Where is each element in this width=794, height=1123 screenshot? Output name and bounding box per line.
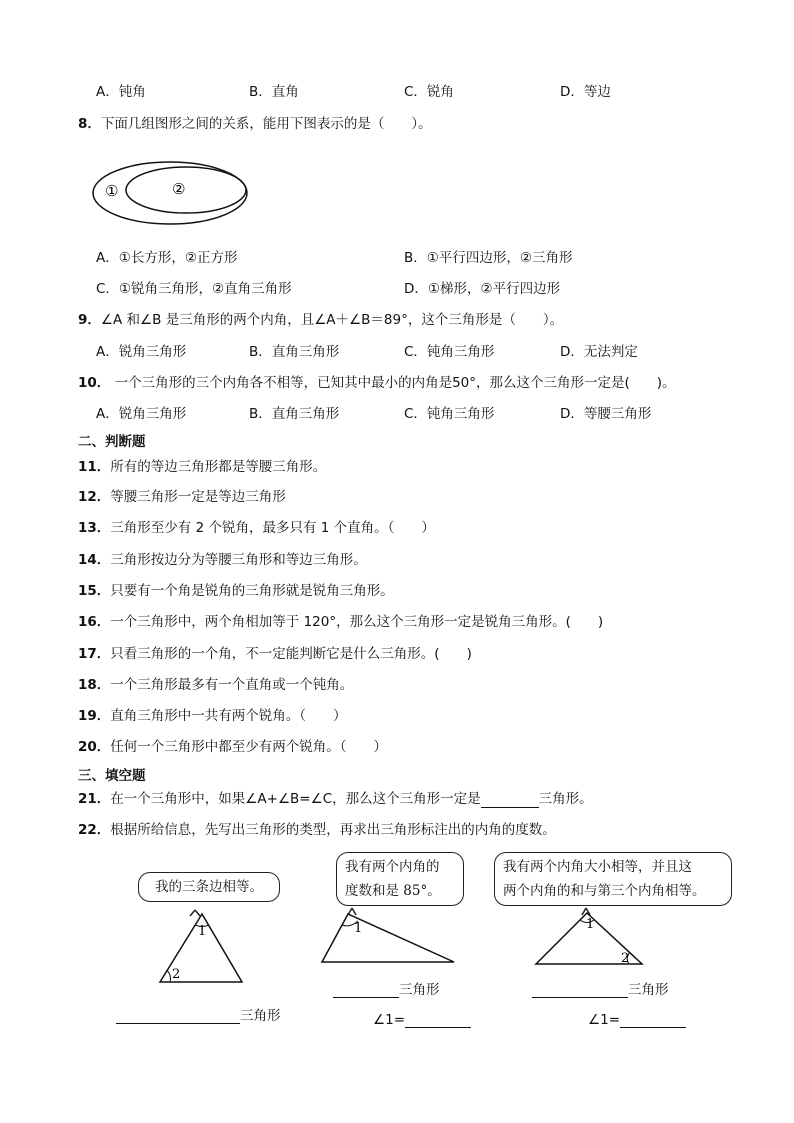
question-text: 任何一个三角形中都至少有两个锐角。（ ） bbox=[110, 739, 388, 755]
q8-option-b: B．①平行四边形，②三角形 bbox=[404, 250, 573, 266]
question-number: 18． bbox=[78, 677, 111, 693]
bubble-text-line: 我有两个内角的 bbox=[345, 859, 440, 875]
q11-question bbox=[78, 458, 326, 476]
q8-question bbox=[78, 115, 432, 133]
q15-question bbox=[78, 582, 394, 600]
answer-suffix: 三角形 bbox=[628, 982, 669, 998]
outer-label: ① bbox=[105, 182, 119, 200]
q8-option-c: C．①锐角三角形，②直角三角形 bbox=[96, 281, 292, 297]
equilateral-triangle-figure bbox=[150, 906, 250, 986]
question-text: 一个三角形最多有一个直角或一个钝角。 bbox=[110, 677, 354, 693]
question-number: 14． bbox=[78, 552, 111, 568]
figure-3-angle-answer bbox=[588, 1012, 686, 1028]
speech-bubble-2 bbox=[336, 852, 464, 906]
question-number: 9． bbox=[78, 312, 101, 328]
q13-question bbox=[78, 519, 435, 537]
question-number: 13． bbox=[78, 520, 111, 536]
angle-label-1: 1 bbox=[354, 921, 363, 936]
q10-option-a: A．锐角三角形 bbox=[96, 406, 187, 422]
question-number: 17． bbox=[78, 646, 111, 662]
bubble-pointer bbox=[190, 910, 200, 916]
q20-question bbox=[78, 738, 387, 756]
question-text: ∠A 和∠B 是三角形的两个内角，且∠A＋∠B＝89°，这个三角形是（ ）。 bbox=[100, 312, 564, 328]
speech-bubble-1 bbox=[138, 872, 280, 902]
q12-question bbox=[78, 488, 286, 506]
question-number: 19． bbox=[78, 708, 111, 724]
question-number: 10． bbox=[78, 375, 111, 391]
q9-option-c: C．钝角三角形 bbox=[404, 344, 495, 360]
question-text: 一个三角形中，两个角相加等于 120°，那么这个三角形一定是锐角三角形。( ) bbox=[110, 614, 604, 630]
question-number: 16． bbox=[78, 614, 111, 630]
bubble-text-line: 度数和是 85°。 bbox=[345, 883, 441, 899]
q21-question bbox=[78, 790, 593, 808]
q8-option-d: D．①梯形，②平行四边形 bbox=[404, 281, 561, 297]
q10-option-b: B．直角三角形 bbox=[249, 406, 340, 422]
question-number: 12． bbox=[78, 489, 111, 505]
isosceles-right-triangle-figure bbox=[530, 906, 650, 968]
question-text: 根据所给信息，先写出三角形的类型，再求出三角形标注出的内角的度数。 bbox=[110, 822, 556, 838]
answer-blank[interactable] bbox=[333, 983, 399, 998]
question-number: 20． bbox=[78, 739, 111, 755]
question-number: 8． bbox=[78, 116, 101, 132]
question-number: 21． bbox=[78, 791, 111, 807]
answer-suffix: 三角形 bbox=[399, 982, 440, 998]
figure-2-type-answer bbox=[333, 978, 440, 998]
angle-label-2: 2 bbox=[621, 951, 630, 966]
obtuse-triangle-figure bbox=[318, 904, 458, 966]
q19-question bbox=[78, 707, 347, 725]
question-text: 等腰三角形一定是等边三角形 bbox=[110, 489, 286, 505]
answer-blank[interactable] bbox=[116, 1009, 240, 1024]
answer-blank[interactable] bbox=[532, 983, 628, 998]
bubble-text: 我的三条边相等。 bbox=[155, 879, 263, 895]
answer-blank[interactable] bbox=[620, 1013, 686, 1028]
nested-ellipse-diagram bbox=[92, 160, 252, 230]
q9-question bbox=[78, 311, 563, 329]
section-heading-judge: 二、判断题 bbox=[78, 434, 146, 450]
angle-label-2: 2 bbox=[172, 967, 181, 982]
q9-option-d: D．无法判定 bbox=[560, 344, 638, 360]
inner-ellipse bbox=[126, 167, 246, 213]
angle-2-arc bbox=[167, 970, 171, 982]
figure-2-angle-answer bbox=[373, 1012, 471, 1028]
q7-option-b: B．直角 bbox=[249, 84, 299, 100]
question-number: 11． bbox=[78, 459, 111, 475]
q7-option-d: D．等边 bbox=[560, 84, 611, 100]
q8-option-a: A．①长方形，②正方形 bbox=[96, 250, 238, 266]
question-text: 直角三角形中一共有两个锐角。（ ） bbox=[110, 708, 347, 724]
question-text: 只要有一个角是锐角的三角形就是锐角三角形。 bbox=[110, 583, 394, 599]
question-text-suffix: 三角形。 bbox=[538, 791, 593, 807]
angle-answer-label: ∠1= bbox=[588, 1012, 621, 1028]
inner-label: ② bbox=[172, 180, 186, 198]
question-text: 只看三角形的一个角，不一定能判断它是什么三角形。( ) bbox=[110, 646, 472, 662]
triangle-outline bbox=[322, 914, 454, 962]
angle-label-1: 1 bbox=[586, 917, 595, 932]
figure-1-type-answer bbox=[116, 1004, 281, 1024]
q9-option-b: B．直角三角形 bbox=[249, 344, 340, 360]
bubble-text-line: 两个内角的和与第三个内角相等。 bbox=[503, 883, 706, 899]
question-text: 三角形按边分为等腰三角形和等边三角形。 bbox=[110, 552, 367, 568]
section-heading-fill: 三、填空题 bbox=[78, 768, 146, 784]
question-number: 15． bbox=[78, 583, 111, 599]
speech-bubble-3 bbox=[494, 852, 732, 906]
question-number: 22． bbox=[78, 822, 111, 838]
q7-option-c: C．锐角 bbox=[404, 84, 454, 100]
q18-question bbox=[78, 676, 353, 694]
bubble-text-line: 我有两个内角大小相等，并且这 bbox=[503, 859, 692, 875]
question-text: 所有的等边三角形都是等腰三角形。 bbox=[110, 459, 327, 475]
answer-blank[interactable] bbox=[405, 1013, 471, 1028]
angle-label-1: 1 bbox=[198, 924, 207, 939]
question-text: 一个三角形的三个内角各不相等，已知其中最小的内角是50°，那么这个三角形一定是( )。 bbox=[110, 375, 676, 391]
angle-answer-label: ∠1= bbox=[373, 1012, 406, 1028]
question-text: 在一个三角形中，如果∠A+∠B=∠C，那么这个三角形一定是 bbox=[110, 791, 481, 807]
q10-option-d: D．等腰三角形 bbox=[560, 406, 652, 422]
q10-question bbox=[78, 374, 676, 392]
answer-blank[interactable] bbox=[481, 793, 539, 808]
q9-option-a: A．锐角三角形 bbox=[96, 344, 187, 360]
answer-suffix: 三角形 bbox=[240, 1008, 281, 1024]
q7-option-a: A．钝角 bbox=[96, 84, 146, 100]
q10-option-c: C．钝角三角形 bbox=[404, 406, 495, 422]
q14-question bbox=[78, 551, 367, 569]
q16-question bbox=[78, 613, 603, 631]
q17-question bbox=[78, 645, 472, 663]
question-text: 下面几组图形之间的关系，能用下图表示的是（ ）。 bbox=[100, 116, 432, 132]
q22-question bbox=[78, 821, 556, 839]
question-text: 三角形至少有 2 个锐角，最多只有 1 个直角。（ ） bbox=[110, 520, 435, 536]
figure-3-type-answer bbox=[532, 978, 669, 998]
